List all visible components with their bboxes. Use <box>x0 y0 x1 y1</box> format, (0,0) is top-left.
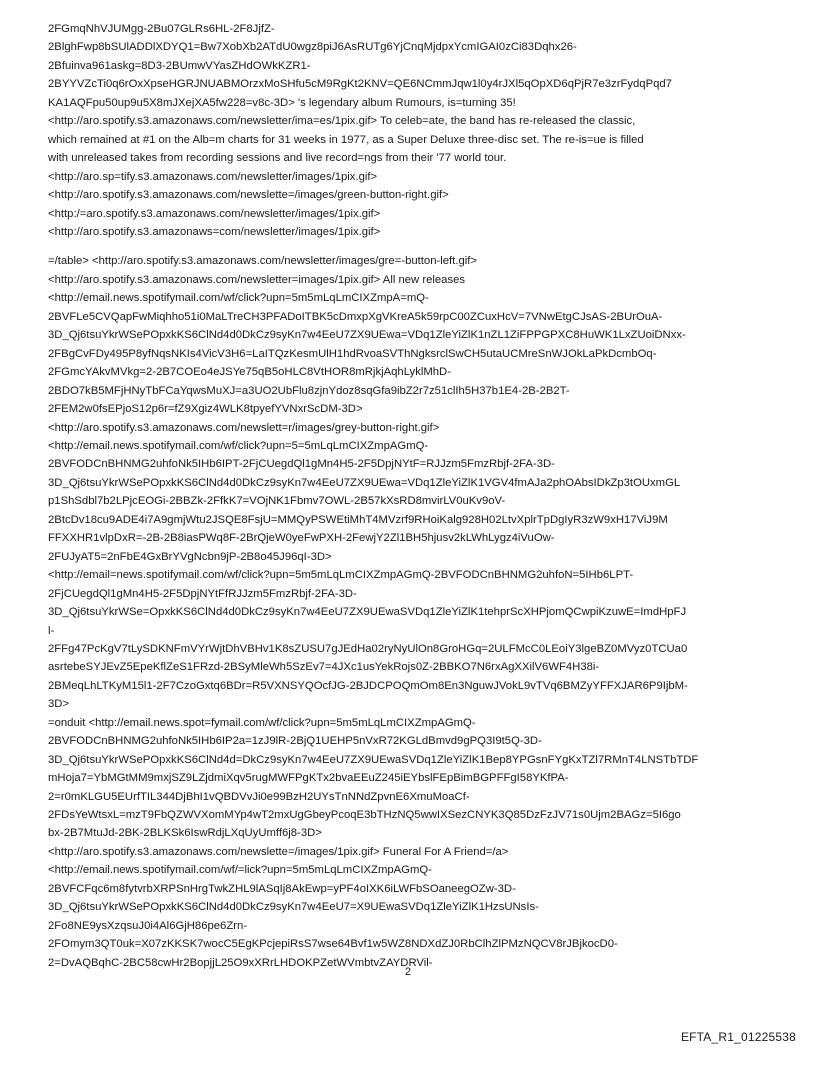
text-line: which remained at #1 on the Alb=m charts for 31 weeks in 1977, as a Super Deluxe three-disc set. The re-is=ue is filled <box>48 133 644 146</box>
text-line: 2BtcDv18cu9ADE4i7A9gmjWtu2JSQE8FsjU=MMQyPSWEtiMhT4MVzrf9RHoiKalg928H02LtvXplrTpDgIyR3zW9xH17ViJ9M <box>48 513 668 526</box>
text-line: 2FBgCvFDy495P8yfNqsNKIs4VicV3H6=LaITQzKesmUlH1hdRvoaSVThNgksrclSwCH5utaUCMreSnWJOkLaPkDcmbOq- <box>48 347 657 360</box>
text-line: KA1AQFpu50up9u5X8mJXejXA5fw228=v8c-3D> 's legendary album Rumours, is=turning 35! <box>48 96 516 109</box>
text-line: 3D_Qj6tsuYkrWSePOpxkKS6ClNd4d0DkCz9syKn7w4EeU7ZX9UEwa=VDq1ZleYiZlK1nZL1ZiFPPGPXC8HuWK1LxZUoiDNxx- <box>48 329 686 342</box>
text-line: <http://email.news.spotifymail.com/wf/click?upn=5m5mLqLmCIXZmpA=mQ- <box>48 292 429 305</box>
text-line: <http://aro.spotify.s3.amazonaws=com/newsletter/images/1pix.gif> <box>48 225 381 238</box>
page-number: 2 <box>404 966 412 978</box>
document-body <box>48 20 776 972</box>
text-line: <http://aro.spotify.s3.amazonaws.com/newslette=/images/green-button-right.gif> <box>48 189 449 202</box>
text-line: 2BMeqLhLTKyM15l1-2F7CzoGxtq6BDr=R5VXNSYQOcfJG-2BJDCPOQmOm8En3NguwJVokL9vTVq6BMZyYFFXJAR6P9IjbM- <box>48 679 688 692</box>
text-line: <http://email=news.spotifymail.com/wf/click?upn=5m5mLqLmCIXZmpAGmQ-2BVFODCnBHNMG2uhfoN=5IHb6LPT- <box>48 569 634 582</box>
text-line: <http://aro.spotify.s3.amazonaws.com/newsletter/ima=es/1pix.gif> To celeb=ate, the band has re-released the classic, <box>48 115 636 128</box>
text-line: 2FGmqNhVJUMgg-2Bu07GLRs6HL-2F8JjfZ- <box>48 23 275 35</box>
text-line: 2=r0mKLGU5EUrfTIL344DjBhI1vQBDVvJi0e99BzH2UYsTnNNdZpvnE6XmuMoaCf- <box>48 790 470 803</box>
text-line: l- <box>48 624 55 637</box>
text-line: 3D> <box>48 698 70 711</box>
text-line: 2FFg47PcKgV7tLySDKNFmVYrWjtDhVBHv1K8sZUSU7gJEdHa02ryNyUlOn8GroHGq=2ULFMcC0LEoiY3lgeBZ0MVyz0TCUa0 <box>48 642 688 655</box>
text-line: <http://aro.spotify.s3.amazonaws.com/newslett=r/images/grey-button-right.gif> <box>48 421 440 434</box>
text-line: 2BlghFwp8bSUlADDlXDYQ1=Bw7XobXb2ATdU0wgz8piJ6AsRUTg6YjCnqMjdpxYcmIGAI0zCi83Dqhx26- <box>48 41 577 54</box>
text-line: 2BDO7kB5MFjHNyTbFCaYqwsMuXJ=a3UO2UbFlu8zjnYdoz8sqGfa9ibZ2r7z51clIh5H37b1E4-2B-2B2T- <box>48 384 570 397</box>
text-line: 2Fo8NE9ysXzqsuJ0i4Al6GjH86pe6Zrn- <box>48 919 248 932</box>
text-line: 2BVFLe5CVQapFwMiqhho51i0MaLTreCH3PFADoITBK5cDmxpXgVKreA5k59rpC00ZCuxHcV=7VNwEtgCJsAS-2BUrOuA- <box>48 310 663 323</box>
text-line: <http://aro.spotify.s3.amazonaws.com/newslette=/images/1pix.gif> Funeral For A Friend=/a> <box>48 845 509 858</box>
text-line: 2BVFODCnBHNMG2uhfoNk5IHb6IP2a=1zJ9lR-2BjQ1UEHP5nVxR72KGLdBmvd9gPQ3I9t5Q-3D- <box>48 735 542 748</box>
text-line: 3D_Qj6tsuYkrWSe=OpxkKS6ClNd4d0DkCz9syKn7w4EeU7ZX9UEwaSVDq1ZleYiZlK1tehprScXHPjomQCwpiKzuwE=ImdHpFJ <box>48 606 687 619</box>
text-line: 2FDsYeWtsxL=mzT9FbQZWVXomMYp4wT2mxUgGbeyPcoqE3bTHzNQ5wwIXSezCNYK3Q85DzFzJV71s0Ujm2BAGz=5I6go <box>48 809 681 822</box>
bates-number: EFTA_R1_01225538 <box>680 1030 796 1044</box>
text-line: 2FGmcYAkvMVkg=2-2B7COEo4eJSYe75qB5oHLC8VtHOR8mRjkjAqhLyklMhD- <box>48 366 451 379</box>
text-line: =/table> <http://aro.spotify.s3.amazonaws.com/newsletter/images/gre=-button-left.gif> <box>48 255 477 268</box>
text-line: <http://email.news.spotifymail.com/wf/=lick?upn=5m5mLqLmCIXZmpAGmQ- <box>48 864 432 877</box>
text-line: 2FUJyAT5=2nFbE4GxBrYVgNcbn9jP-2B8o45J96qI-3D> <box>48 550 332 563</box>
text-line: asrtebeSYJEvZ5EpeKflZeS1FRzd-2BSyMleWh5SzEv7=4JXc1usYekRojs0Z-2BBKO7N6rxAgXXilV6WF4H38i- <box>48 661 600 674</box>
text-line: 2FOmym3QT0uk=X07zKKSK7wocC5EgKPcjepiRsS7wse64Bvf1w5WZ8NDXdZJ0RbClhZlPMzNQCV8rJBjkocD0- <box>48 938 618 951</box>
text-line: 2BVFCFqc6m8fytvrbXRPSnHrgTwkZHL9lASqIj8AkEwp=yPF4oIXK6iLWFbSOaneegOZw-3D- <box>48 882 516 895</box>
text-line: <http://email.news.spotifymail.com/wf/click?upn=5=5mLqLmCIXZmpAGmQ- <box>48 439 429 452</box>
text-line: <http://aro.sp=tify.s3.amazonaws.com/newsletter/images/1pix.gif> <box>48 170 378 183</box>
text-line: 3D_Qj6tsuYkrWSePOpxkKS6ClNd4d0DkCz9syKn7w4EeU7=X9UEwaSVDq1ZleYiZlK1HzsUNsIs- <box>48 901 539 914</box>
text-line: =onduit <http://email.news.spot=fymail.com/wf/click?upn=5m5mLqLmCIXZmpAGmQ- <box>48 716 476 729</box>
text-line: 2Bfuinva961askg=8D3-2BUmwVYasZHdOWkKZR1- <box>48 59 311 72</box>
text-line: mHoja7=YbMGtMM9mxjSZ9LZjdmiXqv5rugMWFPgKTx2bvaEEuZ245iEYbslFEpBimBGPFFgI58YKfPA- <box>48 772 569 785</box>
text-line: p1ShSdbl7b2LPjcEOGi-2BBZk-2FfkK7=VOjNK1Fbmv7OWL-2B57kXsRD8mvirLV0uKv9oV- <box>48 495 506 508</box>
text-line: with unreleased takes from recording sessions and live record=ngs from their '77 world tour. <box>48 152 507 165</box>
text-line: 2FjCUegdQl1gMn4H5-2F5DpjNYtFfRJJzm5FmzRbjf-2FA-3D- <box>48 587 357 600</box>
text-line: 3D_Qj6tsuYkrWSePOpxkKS6ClNd4d0DkCz9syKn7w4EeU7ZX9UEwa=VDq1ZleYiZlK1VGV4fmAJa2phOAbsIDkZp3tOUxmGL <box>48 476 681 489</box>
text-line: 2BVFODCnBHNMG2uhfoNk5IHb6IPT-2FjCUegdQl1gMn4H5-2F5DpjNYtF=RJJzm5FmzRbjf-2FA-3D- <box>48 458 555 471</box>
text-line: 2BYYVZcTi0q6rOxXpseHGRJNUABMOrzxMoSHfu5cM9RgKt2KNV=QE6NCmmJqw1l0y4rJXl5qOpXD6qPjR7e3zrFydqPqd7 <box>48 78 672 91</box>
text-line: 2=DvAQBqhC-2BC58cwHr2BopjjL25O9xXRrLHDOKPZetWVmbtvZAYDRVil- <box>48 956 433 969</box>
text-line: <http:/=aro.spotify.s3.amazonaws.com/newsletter/images/1pix.gif> <box>48 207 381 220</box>
text-line: FFXXHR1vlpDxR=-2B-2B8iasPWq8F-2BrQjeW0yeFwPXH-2FewjY2Zl1BH5hjusv2kLWhLygz4iVuOw- <box>48 532 555 545</box>
text-line: 2FEM2w0fsEPjoS12p6r=fZ9Xgiz4WLK8tpyefYVNxrScDM-3D> <box>48 403 363 416</box>
text-line: bx-2B7MtuJd-2BK-2BLKSk6IswRdjLXqUyUmff6j8-3D> <box>48 827 322 840</box>
text-line: 3D_Qj6tsuYkrWSePOpxkKS6ClNd4d=DkCz9syKn7w4EeU7ZX9UEwaSVDq1ZleYiZlK1Bep8YPGsnFYgKxTZl7RMnT4LNSTbTDF <box>48 753 699 766</box>
text-line: <http://aro.spotify.s3.amazonaws.com/newsletter=images/1pix.gif> All new releases <box>48 273 466 286</box>
